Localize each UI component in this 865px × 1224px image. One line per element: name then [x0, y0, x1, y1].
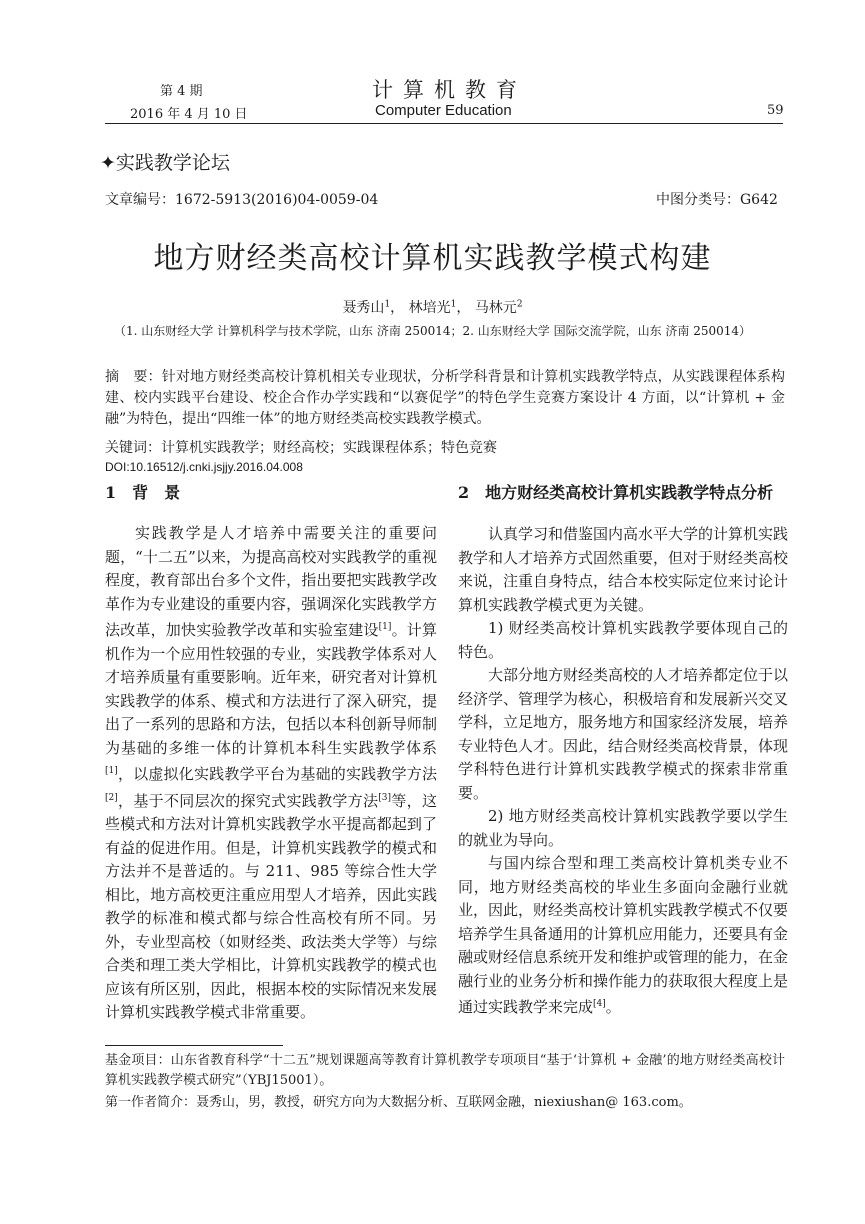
author-name: 马林元: [474, 300, 517, 316]
abstract-label: 摘 要：: [105, 369, 162, 385]
author-separator: ，: [390, 300, 405, 316]
paragraph-text: 等，这些模式和方法对计算机实践教学水平提高都起到了有益的促进作用。但是，计算机实践教学的模式和方法并不是普适的。与 211、985 等综合性大学相比，地方高校更注重应用型人才培养，因此实践教学的标准和模式都与综合性高校有所不同。另外，专业型高校（如财经类、政法类大学等）与综合类和理工类大学相比，计算机实践教学的模式也应该有所区别，因此，根据本校的实际情况来发展计算机实践教学模式非常重要。: [105, 791, 437, 1021]
citation-ref: [1]: [105, 766, 118, 776]
header-date: 2016 年 4 月 10 日: [130, 107, 248, 122]
left-column: [105, 481, 437, 1025]
journal-title: 计算机教育: [372, 78, 527, 102]
paragraph-text: ，以虚拟化实践教学平台为基础的实践教学方法: [117, 765, 437, 783]
keywords-label: 关键词：: [105, 440, 161, 456]
author-affiliation-mark: 2: [516, 299, 523, 310]
journal-title-en: Computer Education: [375, 102, 512, 119]
body-paragraph: 1) 财经类高校计算机实践教学要体现自己的特色。: [458, 619, 788, 661]
abstract: [105, 367, 785, 430]
paragraph-text: 。计算机作为一个应用性较强的专业，实践教学体系对人才培养质量有重要影响。近年来，研究者对计算机实践教学的体系、模式和方法进行了深入研究，提出了一系列的思路和方法，包括以本科创新导师制为基础的多维一体的计算机本科生实践教学体系: [105, 621, 437, 757]
citation-ref: [4]: [593, 999, 606, 1009]
author-affiliations: （1. 山东财经大学 计算机科学与技术学院，山东 济南 250014；2. 山东财经大学 国际交流学院，山东 济南 250014）: [113, 324, 752, 338]
citation-ref: [1]: [378, 622, 392, 632]
keywords: [105, 437, 785, 457]
footnote-divider: [105, 1045, 283, 1046]
body-paragraph: [105, 522, 437, 1025]
doi: DOI:10.16512/j.cnki.jsjjy.2016.04.008: [105, 460, 303, 474]
article-title: 地方财经类高校计算机实践教学模式构建: [153, 241, 712, 276]
author-affiliation-mark: 1: [384, 299, 391, 310]
article-number: 文章编号：1672-5913(2016)04-0059-04: [105, 192, 379, 208]
paragraph-text: 。: [605, 998, 621, 1016]
paragraph-text: ，基于不同层次的探究式实践教学方法: [117, 791, 379, 810]
body-paragraph: 认真学习和借鉴国内高水平大学的计算机实践教学和人才培养方式固然重要，但对于财经类高校来说，注重自身特点，结合本校实际定位来讨论计算机实践教学模式更为关键。: [458, 525, 789, 614]
body-paragraph: 大部分地方财经类高校的人才培养都定位于以经济学、管理学为核心，积极培育和发展新兴交叉学科，立足地方，服务地方和国家经济发展，培养专业特色人才。因此，结合财经类高校背景，体现学科特色进行计算机实践教学模式的探索非常重要。: [458, 666, 789, 802]
author-separator: ，: [456, 300, 471, 316]
section-heading: 1 背 景: [105, 483, 181, 502]
body-paragraph: 2) 地方财经类高校计算机实践教学要以学生的就业为导向。: [458, 807, 788, 849]
funding-note: 基金项目：山东省教育科学“十二五”规划课题高等教育计算机教学专项项目“基于‘计算机 + 金融’的地方财经类高校计算机实践教学模式研究”（YBJ15001）。: [105, 1053, 785, 1088]
right-column: [458, 481, 788, 1020]
citation-ref: [2]: [105, 792, 118, 803]
keywords-text: 计算机实践教学；财经高校；实践课程体系；特色竞赛: [161, 440, 497, 456]
classification-number: 中图分类号：G642: [656, 192, 778, 208]
paragraph-text: 与国内综合型和理工类高校计算机类专业不同，地方财经类高校的毕业生多面向金融行业就业，因此，财经类高校计算机实践教学模式不仅要培养学生具备通用的计算机应用能力，还要具有金融或财经信息系统开发和维护或管理的能力，在金融行业的业务分析和操作能力的获取很大程度上是通过实践教学来完成: [458, 854, 789, 1016]
page-number: 59: [767, 103, 784, 118]
paragraph-text: 实践教学是人才培养中需要关注的重要问题，“十二五”以来，为提高高校对实践教学的重视程度，教育部出台多个文件，指出要把实践教学改革作为专业建设的重要内容，强调深化实践教学方法改革，加快实验教学改革和实验室建设: [105, 524, 437, 639]
author-list: [0, 297, 865, 317]
column-tag: ✦实践教学论坛: [100, 152, 230, 174]
author-name: 林培光: [408, 300, 451, 316]
citation-ref: [3]: [378, 792, 392, 803]
author-bio-note: 第一作者简介：聂秀山，男，教授，研究方向为大数据分析、互联网金融，niexiushan@ 163.com。: [105, 1095, 692, 1110]
author-affiliation-mark: 1: [450, 299, 457, 310]
body-paragraph: [458, 852, 788, 1020]
abstract-text: 针对地方财经类高校计算机相关专业现状，分析学科背景和计算机实践教学特点，从实践课程体系构建、校内实践平台建设、校企合作办学实践和“以赛促学”的特色学生竞赛方案设计 4 方面，以“计算机 + 金融”为特色，提出“四维一体”的地方财经类高校实践教学模式。: [105, 369, 786, 427]
header-issue: 第 4 期: [160, 84, 203, 99]
section-heading: 2 地方财经类高校计算机实践教学特点分析: [458, 483, 774, 502]
header-divider: [105, 123, 783, 124]
author-name: 聂秀山: [342, 300, 385, 316]
